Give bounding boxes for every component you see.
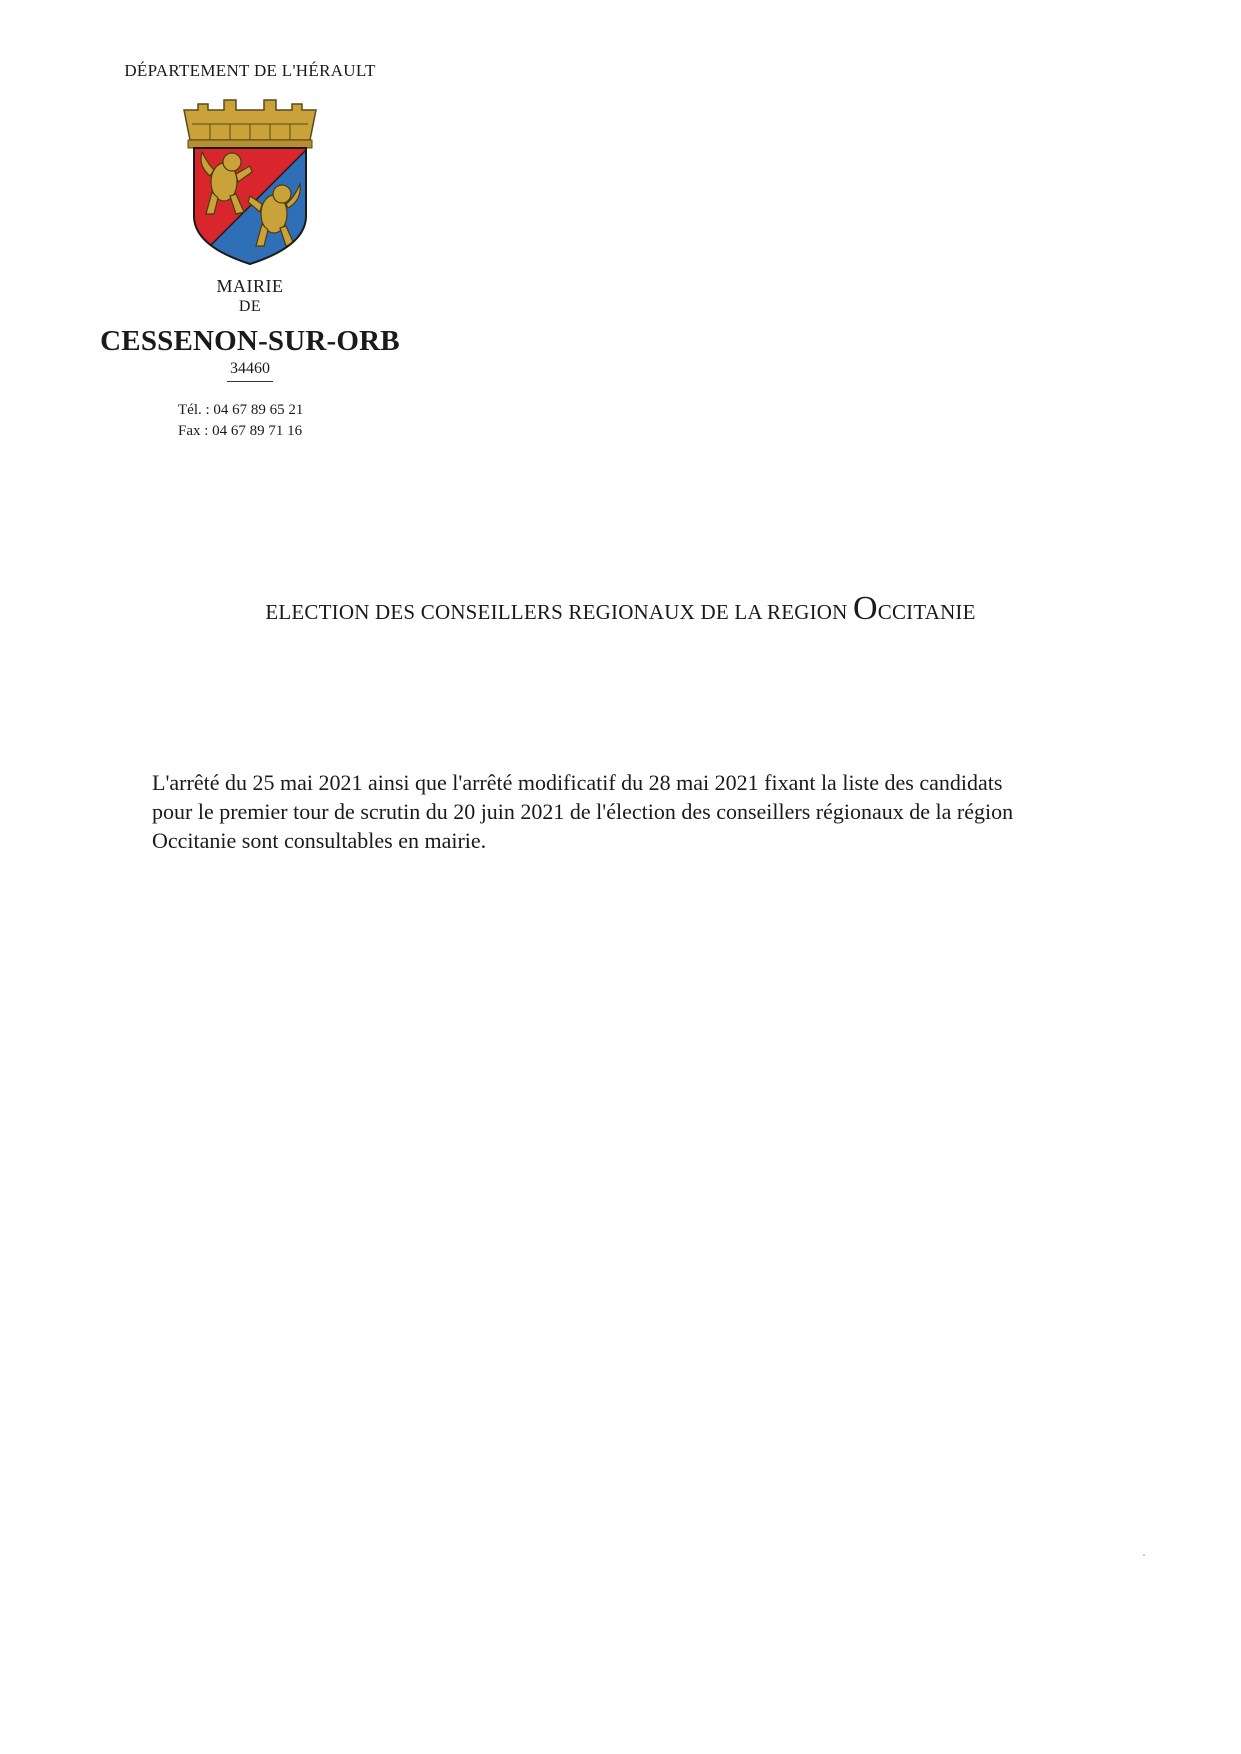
notice-title-prefix: ELECTION DES CONSEILLERS REGIONAUX DE LA REGION: [265, 600, 853, 624]
postcode: 34460: [227, 359, 273, 382]
coat-of-arms-icon: [180, 96, 320, 268]
notice-title: [0, 590, 1241, 627]
department-name: DÉPARTEMENT DE L'HÉRAULT: [124, 61, 376, 80]
mairie-label: MAIRIE: [216, 276, 284, 296]
scan-speck: [1143, 1554, 1145, 1556]
notice-title-rest: CCITANIE: [877, 600, 976, 624]
de-label: DE: [238, 298, 262, 315]
notice-title-initial: O: [852, 590, 878, 627]
town-name: CESSENON-SUR-ORB: [100, 325, 400, 357]
letterhead: [80, 60, 420, 442]
contact-block: [80, 400, 420, 442]
notice-body: L'arrêté du 25 mai 2021 ainsi que l'arrêté modificatif du 28 mai 2021 fixant la liste des candidats pour le premier tour de scrutin du 20 juin 2021 de l'élection des conseillers régionaux de la région Occitanie sont consultables en mairie.: [152, 770, 1014, 853]
fax-number: Fax : 04 67 89 71 16: [178, 423, 303, 439]
telephone-number: Tél. : 04 67 89 65 21: [178, 402, 304, 418]
